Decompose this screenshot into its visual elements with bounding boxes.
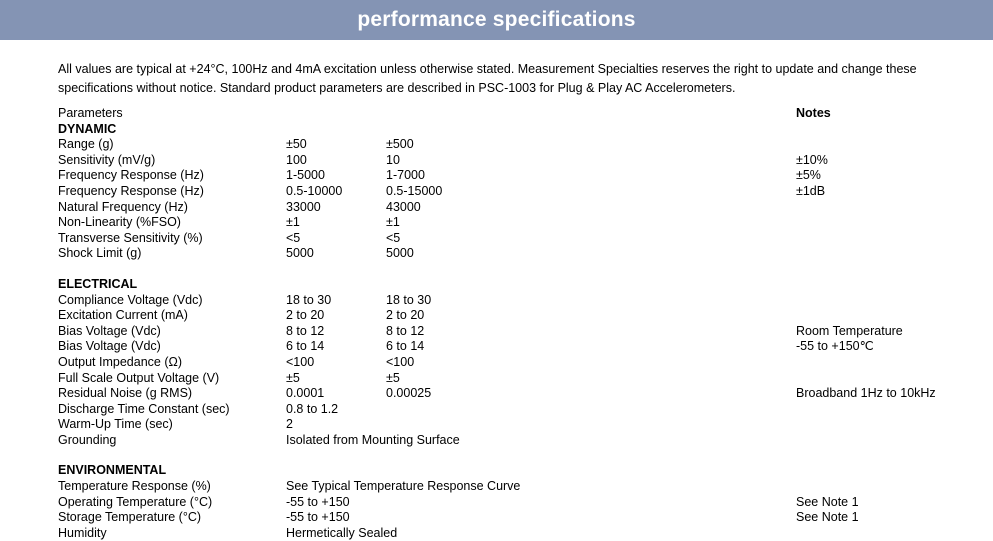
row-parameter: Full Scale Output Voltage (V) bbox=[58, 370, 220, 385]
page-header-bar bbox=[0, 0, 993, 40]
row-notes bbox=[796, 246, 978, 262]
table-row bbox=[58, 433, 978, 449]
row-notes bbox=[796, 200, 978, 216]
row-value-1: 2 to 20 bbox=[286, 308, 325, 323]
row-value-2 bbox=[386, 402, 796, 418]
row-parameter: Shock Limit (g) bbox=[58, 246, 142, 261]
row-parameter: Storage Temperature (°C) bbox=[58, 510, 202, 525]
table-row bbox=[58, 153, 978, 169]
row-notes bbox=[796, 371, 978, 387]
row-value-2 bbox=[386, 495, 796, 511]
row-parameter: Discharge Time Constant (sec) bbox=[58, 401, 230, 416]
table-row bbox=[58, 371, 978, 387]
row-notes: See Note 1 bbox=[796, 510, 859, 525]
row-value-1: See Typical Temperature Response Curve bbox=[286, 479, 521, 494]
row-parameter: Grounding bbox=[58, 432, 117, 447]
row-value-1: 18 to 30 bbox=[286, 292, 332, 307]
row-value-1: Isolated from Mounting Surface bbox=[286, 432, 460, 447]
section-heading-electrical bbox=[58, 277, 978, 293]
row-parameter: Bias Voltage (Vdc) bbox=[58, 339, 161, 354]
row-notes bbox=[796, 355, 978, 371]
row-value-2: 18 to 30 bbox=[386, 292, 432, 307]
table-row bbox=[58, 526, 978, 541]
section-heading-label: ENVIRONMENTAL bbox=[58, 463, 167, 478]
row-value-2: 10 bbox=[386, 152, 400, 167]
row-value-1: <5 bbox=[286, 230, 301, 245]
row-value-2: 2 to 20 bbox=[386, 308, 425, 323]
row-notes bbox=[796, 231, 978, 247]
row-parameter: Frequency Response (Hz) bbox=[58, 183, 204, 198]
row-value-2 bbox=[386, 417, 796, 433]
row-notes bbox=[796, 417, 978, 433]
row-parameter: Non-Linearity (%FSO) bbox=[58, 215, 181, 230]
table-row bbox=[58, 339, 978, 355]
row-parameter: Warm-Up Time (sec) bbox=[58, 417, 173, 432]
table-row bbox=[58, 168, 978, 184]
row-notes bbox=[796, 433, 978, 449]
row-value-2: 43000 bbox=[386, 199, 421, 214]
row-value-1: 0.8 to 1.2 bbox=[286, 401, 339, 416]
table-row bbox=[58, 386, 978, 402]
row-value-1: -55 to +150 bbox=[286, 510, 350, 525]
row-value-2: 8 to 12 bbox=[386, 323, 425, 338]
row-value-2: 5000 bbox=[386, 246, 414, 261]
section-spacer bbox=[58, 262, 978, 277]
row-value-1: ±50 bbox=[286, 137, 307, 152]
table-header-row bbox=[58, 106, 978, 122]
table-row bbox=[58, 324, 978, 340]
intro-paragraph: All values are typical at +24°C, 100Hz and 4mA excitation unless otherwise stated. Measurement Specialties reserves the right to update and change these specifications without notice. Standard product parameters are described in PSC-1003 for Plug & Play AC Accelerometers. bbox=[58, 62, 917, 95]
row-value-1: 0.5-10000 bbox=[286, 183, 343, 198]
table-row bbox=[58, 231, 978, 247]
row-parameter: Range (g) bbox=[58, 137, 114, 152]
page-title: performance specifications bbox=[357, 8, 636, 31]
row-value-2: <100 bbox=[386, 354, 415, 369]
row-notes bbox=[796, 137, 978, 153]
row-value-1: <100 bbox=[286, 354, 315, 369]
row-notes bbox=[796, 308, 978, 324]
table-row bbox=[58, 495, 978, 511]
table-row bbox=[58, 293, 978, 309]
row-notes bbox=[796, 479, 978, 495]
table-row bbox=[58, 479, 978, 495]
column-header-value-1 bbox=[286, 106, 386, 122]
row-value-2: ±500 bbox=[386, 137, 414, 152]
section-spacer bbox=[58, 448, 978, 463]
section-heading-label: ELECTRICAL bbox=[58, 276, 138, 291]
column-header-parameters: Parameters bbox=[58, 106, 123, 120]
row-value-1: 2 bbox=[286, 417, 293, 432]
row-notes bbox=[796, 293, 978, 309]
row-notes: Room Temperature bbox=[796, 323, 903, 338]
table-row bbox=[58, 355, 978, 371]
row-parameter: Bias Voltage (Vdc) bbox=[58, 323, 161, 338]
row-value-2: 0.00025 bbox=[386, 386, 432, 401]
row-value-1: 6 to 14 bbox=[286, 339, 325, 354]
row-value-2: 1-7000 bbox=[386, 168, 425, 183]
row-value-1: 1-5000 bbox=[286, 168, 325, 183]
row-parameter: Temperature Response (%) bbox=[58, 479, 211, 494]
row-value-2: 6 to 14 bbox=[386, 339, 425, 354]
row-notes: -55 to +150℃ bbox=[796, 339, 874, 354]
table-row bbox=[58, 402, 978, 418]
table-row bbox=[58, 510, 978, 526]
column-header-notes: Notes bbox=[796, 106, 831, 120]
row-parameter: Operating Temperature (°C) bbox=[58, 494, 213, 509]
row-parameter: Natural Frequency (Hz) bbox=[58, 199, 188, 214]
column-header-value-2 bbox=[386, 106, 796, 122]
table-row bbox=[58, 184, 978, 200]
row-notes: ±1dB bbox=[796, 183, 826, 198]
row-value-2: 0.5-15000 bbox=[386, 183, 443, 198]
row-value-2: ±1 bbox=[386, 215, 400, 230]
row-notes: See Note 1 bbox=[796, 494, 859, 509]
row-value-1: 33000 bbox=[286, 199, 321, 214]
row-parameter: Excitation Current (mA) bbox=[58, 308, 188, 323]
row-value-1: -55 to +150 bbox=[286, 494, 350, 509]
specifications-table bbox=[58, 106, 978, 541]
table-row bbox=[58, 246, 978, 262]
row-parameter: Frequency Response (Hz) bbox=[58, 168, 204, 183]
row-value-1: ±5 bbox=[286, 370, 300, 385]
row-parameter: Compliance Voltage (Vdc) bbox=[58, 292, 203, 307]
table-row bbox=[58, 417, 978, 433]
row-parameter: Output Impedance (Ω) bbox=[58, 354, 182, 369]
row-value-1: 100 bbox=[286, 152, 307, 167]
row-value-2: <5 bbox=[386, 230, 401, 245]
row-notes: Broadband 1Hz to 10kHz bbox=[796, 386, 936, 401]
row-value-1: 0.0001 bbox=[286, 386, 325, 401]
row-parameter: Residual Noise (g RMS) bbox=[58, 386, 193, 401]
table-row bbox=[58, 137, 978, 153]
row-notes: ±10% bbox=[796, 152, 828, 167]
row-notes bbox=[796, 215, 978, 231]
row-value-1: 5000 bbox=[286, 246, 314, 261]
row-value-1: ±1 bbox=[286, 215, 300, 230]
row-parameter: Sensitivity (mV/g) bbox=[58, 152, 156, 167]
row-notes bbox=[796, 402, 978, 418]
section-heading-environmental bbox=[58, 463, 978, 479]
row-value-2: ±5 bbox=[386, 370, 400, 385]
specifications-table-body bbox=[58, 106, 978, 541]
row-notes: ±5% bbox=[796, 168, 821, 183]
table-row bbox=[58, 215, 978, 231]
row-value-1: 8 to 12 bbox=[286, 323, 325, 338]
row-value-2 bbox=[386, 510, 796, 526]
row-value-1: Hermetically Sealed bbox=[286, 525, 398, 540]
section-heading-label: DYNAMIC bbox=[58, 121, 117, 136]
row-parameter: Transverse Sensitivity (%) bbox=[58, 230, 203, 245]
table-row bbox=[58, 308, 978, 324]
table-row bbox=[58, 200, 978, 216]
row-notes bbox=[796, 526, 978, 541]
section-heading-dynamic bbox=[58, 122, 978, 138]
row-parameter: Humidity bbox=[58, 525, 107, 540]
